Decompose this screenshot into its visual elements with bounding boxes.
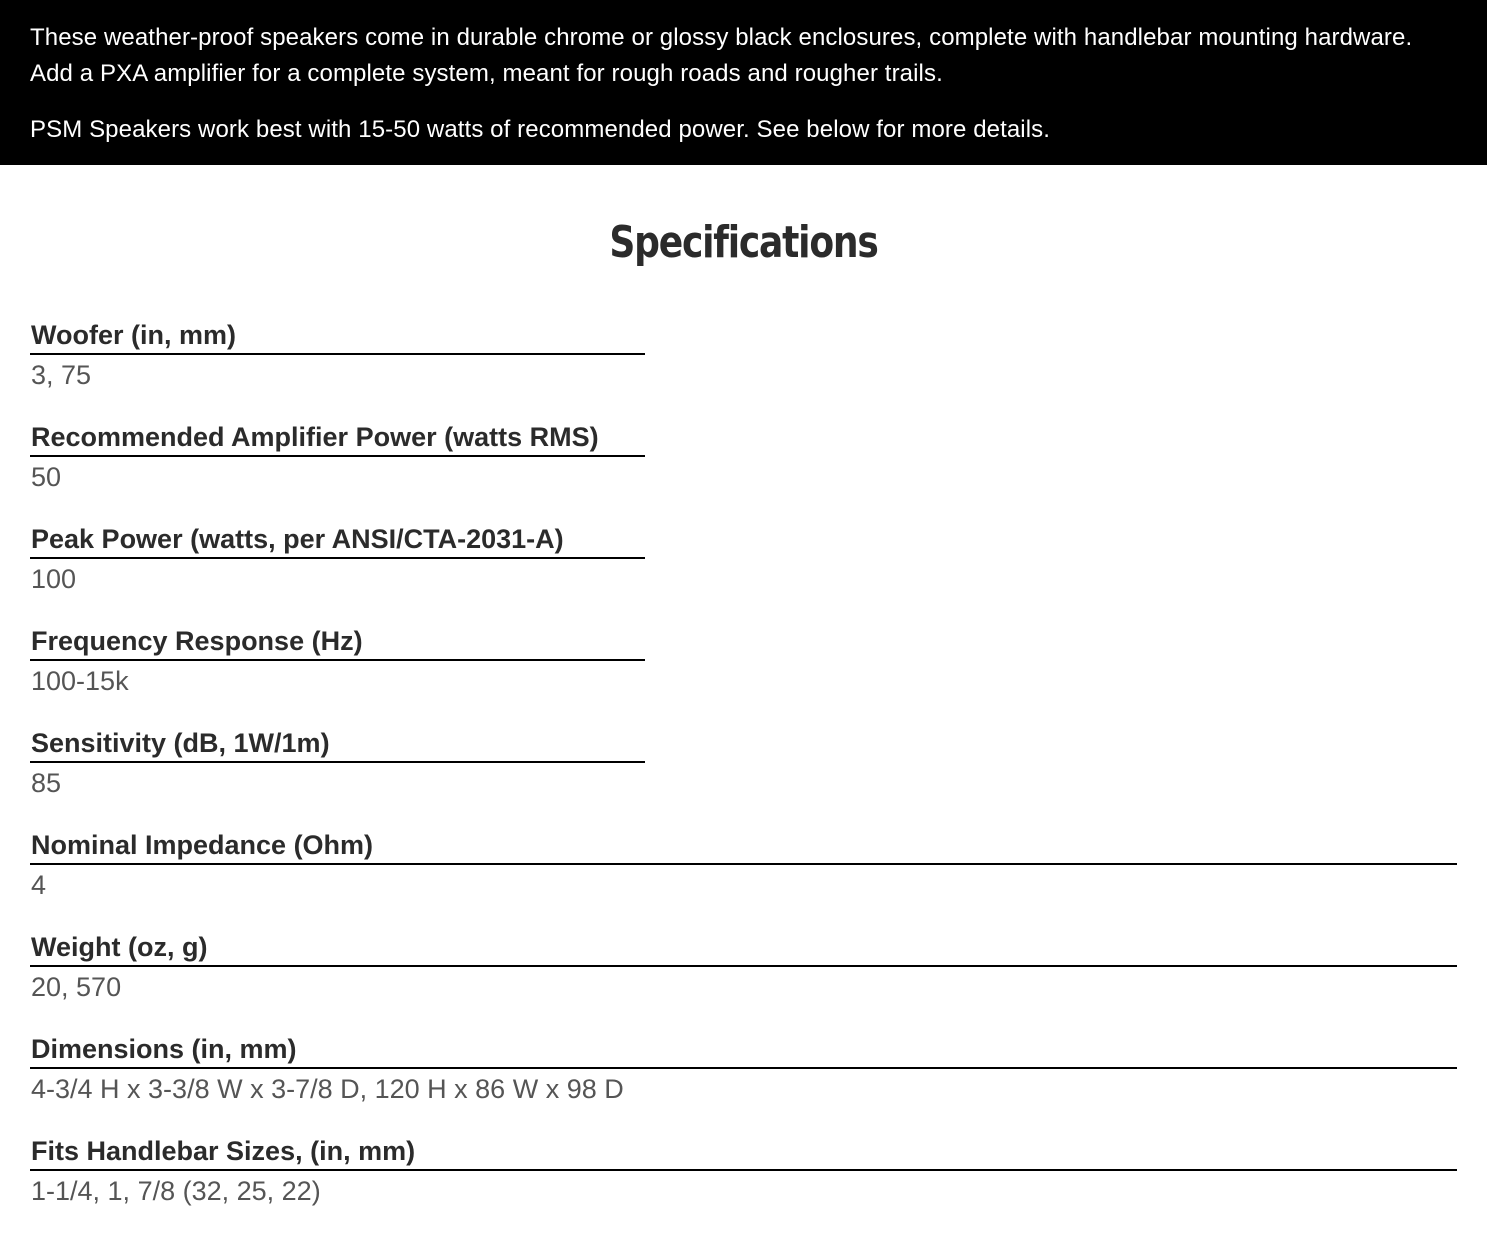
spec-item-recommended-power xyxy=(30,419,1457,521)
spec-item-weight xyxy=(30,929,1457,1031)
spec-label: Weight (oz, g) xyxy=(30,929,1457,967)
intro-paragraph-power: PSM Speakers work best with 15-50 watts of recommended power. See below for more details. xyxy=(30,116,1051,143)
spec-value: 85 xyxy=(31,768,62,798)
spec-item-frequency-response xyxy=(30,623,1457,725)
intro-banner xyxy=(0,0,1487,165)
spec-label: Recommended Amplifier Power (watts RMS) xyxy=(30,419,645,457)
spec-list xyxy=(0,317,1487,1235)
spec-item-woofer xyxy=(30,317,1457,419)
spec-item-handlebar-sizes xyxy=(30,1133,1457,1235)
spec-label: Frequency Response (Hz) xyxy=(30,623,645,661)
specifications-heading: Specifications xyxy=(609,217,878,268)
spec-label: Woofer (in, mm) xyxy=(30,317,645,355)
spec-label: Sensitivity (dB, 1W/1m) xyxy=(30,725,645,763)
spec-item-sensitivity xyxy=(30,725,1457,827)
spec-item-nominal-impedance xyxy=(30,827,1457,929)
intro-paragraph: These weather-proof speakers come in durable chrome or glossy black enclosures, complete with handlebar mounting hardware. Add a PXA amplifier for a complete system, meant for rough roads and rougher trails. xyxy=(30,24,1413,87)
spec-label: Dimensions (in, mm) xyxy=(30,1031,1457,1069)
spec-value: 50 xyxy=(31,462,62,492)
spec-label: Peak Power (watts, per ANSI/CTA-2031-A) xyxy=(30,521,645,559)
spec-label: Nominal Impedance (Ohm) xyxy=(30,827,1457,865)
spec-item-dimensions xyxy=(30,1031,1457,1133)
spec-value: 1-1/4, 1, 7/8 (32, 25, 22) xyxy=(31,1176,321,1206)
spec-value: 3, 75 xyxy=(31,360,92,390)
spec-value: 20, 570 xyxy=(31,972,122,1002)
spec-item-peak-power xyxy=(30,521,1457,623)
spec-value: 4-3/4 H x 3-3/8 W x 3-7/8 D, 120 H x 86 W x 98 D xyxy=(31,1074,624,1104)
spec-value: 4 xyxy=(31,870,47,900)
spec-value: 100 xyxy=(31,564,77,594)
spec-label: Fits Handlebar Sizes, (in, mm) xyxy=(30,1133,1457,1171)
spec-value: 100-15k xyxy=(31,666,129,696)
